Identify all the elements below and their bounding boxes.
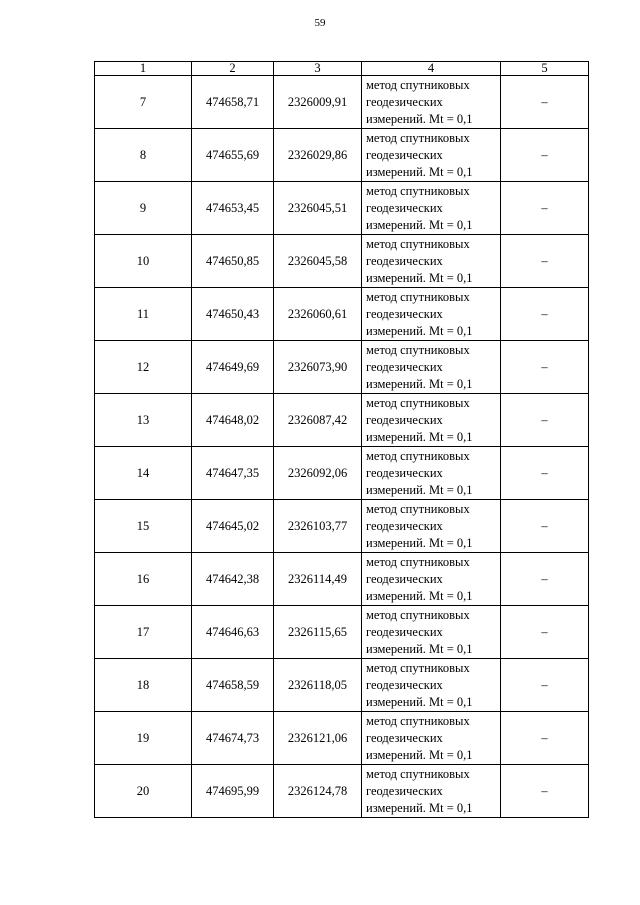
header-cell-5: 5 <box>501 62 589 76</box>
point-number-cell: 8 <box>95 129 192 182</box>
method-cell: метод спутниковых геодезических измерений. Mt = 0,1 <box>362 394 501 447</box>
y-coordinate-cell: 2326045,58 <box>274 235 362 288</box>
table-row <box>95 606 589 659</box>
method-cell: метод спутниковых геодезических измерений. Mt = 0,1 <box>362 712 501 765</box>
table-row <box>95 553 589 606</box>
note-cell: – <box>501 500 589 553</box>
table-row <box>95 394 589 447</box>
point-number-cell: 7 <box>95 76 192 129</box>
table-row <box>95 500 589 553</box>
point-number-cell: 13 <box>95 394 192 447</box>
method-cell: метод спутниковых геодезических измерений. Mt = 0,1 <box>362 553 501 606</box>
point-number-cell: 20 <box>95 765 192 818</box>
header-cell-3: 3 <box>274 62 362 76</box>
point-number-cell: 15 <box>95 500 192 553</box>
method-cell: метод спутниковых геодезических измерений. Mt = 0,1 <box>362 76 501 129</box>
y-coordinate-cell: 2326118,05 <box>274 659 362 712</box>
note-cell: – <box>501 712 589 765</box>
y-coordinate-cell: 2326121,06 <box>274 712 362 765</box>
page-number: 59 <box>314 17 326 29</box>
note-cell: – <box>501 288 589 341</box>
table-row <box>95 288 589 341</box>
x-coordinate-cell: 474653,45 <box>192 182 274 235</box>
x-coordinate-cell: 474695,99 <box>192 765 274 818</box>
coordinates-table <box>94 61 589 818</box>
table-header <box>95 62 589 76</box>
method-cell: метод спутниковых геодезических измерений. Mt = 0,1 <box>362 341 501 394</box>
table-row <box>95 235 589 288</box>
point-number-cell: 12 <box>95 341 192 394</box>
point-number-cell: 14 <box>95 447 192 500</box>
x-coordinate-cell: 474650,85 <box>192 235 274 288</box>
method-cell: метод спутниковых геодезических измерений. Mt = 0,1 <box>362 288 501 341</box>
note-cell: – <box>501 447 589 500</box>
note-cell: – <box>501 76 589 129</box>
x-coordinate-cell: 474649,69 <box>192 341 274 394</box>
table-row <box>95 76 589 129</box>
x-coordinate-cell: 474648,02 <box>192 394 274 447</box>
y-coordinate-cell: 2326114,49 <box>274 553 362 606</box>
table-row <box>95 129 589 182</box>
point-number-cell: 9 <box>95 182 192 235</box>
method-cell: метод спутниковых геодезических измерений. Mt = 0,1 <box>362 447 501 500</box>
y-coordinate-cell: 2326045,51 <box>274 182 362 235</box>
note-cell: – <box>501 394 589 447</box>
header-cell-1: 1 <box>95 62 192 76</box>
header-cell-2: 2 <box>192 62 274 76</box>
method-cell: метод спутниковых геодезических измерений. Mt = 0,1 <box>362 182 501 235</box>
x-coordinate-cell: 474658,71 <box>192 76 274 129</box>
point-number-cell: 16 <box>95 553 192 606</box>
y-coordinate-cell: 2326087,42 <box>274 394 362 447</box>
x-coordinate-cell: 474647,35 <box>192 447 274 500</box>
point-number-cell: 11 <box>95 288 192 341</box>
x-coordinate-cell: 474645,02 <box>192 500 274 553</box>
table-row <box>95 659 589 712</box>
point-number-cell: 18 <box>95 659 192 712</box>
y-coordinate-cell: 2326073,90 <box>274 341 362 394</box>
table-row <box>95 765 589 818</box>
point-number-cell: 17 <box>95 606 192 659</box>
method-cell: метод спутниковых геодезических измерений. Mt = 0,1 <box>362 765 501 818</box>
point-number-cell: 10 <box>95 235 192 288</box>
method-cell: метод спутниковых геодезических измерений. Mt = 0,1 <box>362 235 501 288</box>
table-row <box>95 341 589 394</box>
method-cell: метод спутниковых геодезических измерений. Mt = 0,1 <box>362 500 501 553</box>
x-coordinate-cell: 474655,69 <box>192 129 274 182</box>
y-coordinate-cell: 2326029,86 <box>274 129 362 182</box>
method-cell: метод спутниковых геодезических измерений. Mt = 0,1 <box>362 129 501 182</box>
x-coordinate-cell: 474658,59 <box>192 659 274 712</box>
note-cell: – <box>501 659 589 712</box>
note-cell: – <box>501 765 589 818</box>
header-cell-4: 4 <box>362 62 501 76</box>
table-row <box>95 182 589 235</box>
header-row <box>95 62 589 76</box>
table-body <box>95 76 589 818</box>
y-coordinate-cell: 2326115,65 <box>274 606 362 659</box>
x-coordinate-cell: 474642,38 <box>192 553 274 606</box>
note-cell: – <box>501 606 589 659</box>
note-cell: – <box>501 553 589 606</box>
note-cell: – <box>501 341 589 394</box>
x-coordinate-cell: 474674,73 <box>192 712 274 765</box>
x-coordinate-cell: 474646,63 <box>192 606 274 659</box>
method-cell: метод спутниковых геодезических измерений. Mt = 0,1 <box>362 659 501 712</box>
y-coordinate-cell: 2326092,06 <box>274 447 362 500</box>
y-coordinate-cell: 2326103,77 <box>274 500 362 553</box>
y-coordinate-cell: 2326124,78 <box>274 765 362 818</box>
method-cell: метод спутниковых геодезических измерений. Mt = 0,1 <box>362 606 501 659</box>
table-row <box>95 447 589 500</box>
x-coordinate-cell: 474650,43 <box>192 288 274 341</box>
note-cell: – <box>501 235 589 288</box>
y-coordinate-cell: 2326009,91 <box>274 76 362 129</box>
y-coordinate-cell: 2326060,61 <box>274 288 362 341</box>
note-cell: – <box>501 182 589 235</box>
point-number-cell: 19 <box>95 712 192 765</box>
note-cell: – <box>501 129 589 182</box>
table-row <box>95 712 589 765</box>
